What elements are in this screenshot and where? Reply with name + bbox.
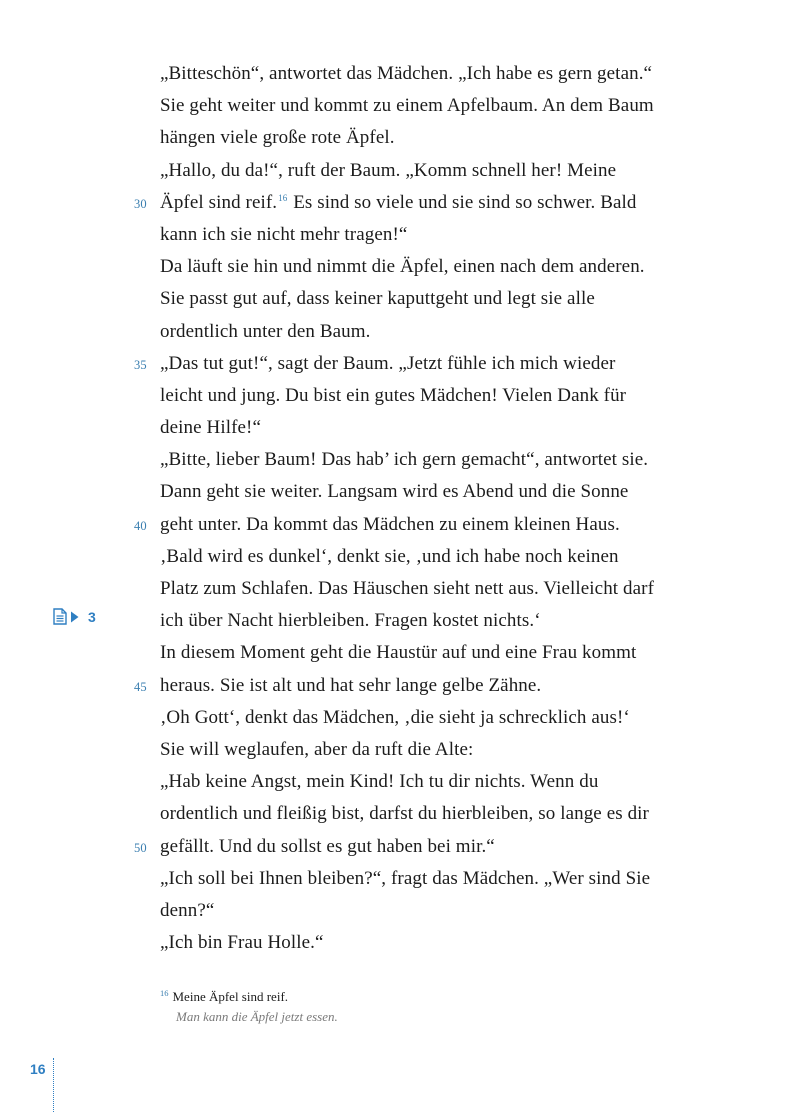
text-line xyxy=(160,702,720,734)
line-text: gefällt. Und du sollst es gut haben bei mir.“ xyxy=(160,835,495,857)
story-text xyxy=(134,58,720,959)
footnote-definition: Man kann die Äpfel jetzt essen. xyxy=(176,1009,338,1024)
line-text: „Ich bin Frau Holle.“ xyxy=(160,932,324,954)
text-line xyxy=(160,798,720,830)
text-line xyxy=(160,155,720,187)
text-line xyxy=(160,90,720,122)
line-text: „Bitteschön“, antwortet das Mädchen. „Ich habe es gern getan.“ xyxy=(160,63,653,84)
line-text: ich über Nacht hierbleiben. Fragen kostet nichts.‘ xyxy=(160,610,541,632)
line-text: heraus. Sie ist alt und hat sehr lange gelbe Zähne. xyxy=(160,674,542,696)
line-text: Sie will weglaufen, aber da ruft die Alte: xyxy=(160,738,474,760)
footnote-term: Meine Äpfel sind reif. xyxy=(172,989,289,1004)
line-number: 35 xyxy=(134,357,147,372)
line-text: Da läuft sie hin und nimmt die Äpfel, einen nach dem anderen. xyxy=(160,256,645,278)
line-text: „Bitte, lieber Baum! Das hab’ ich gern gemacht“, antwortet sie. xyxy=(160,449,649,471)
text-line xyxy=(160,895,720,927)
text-line xyxy=(160,637,720,669)
line-text: „Das tut gut!“, sagt der Baum. „Jetzt fühle ich mich wieder xyxy=(160,352,616,374)
line-text: ‚Oh Gott‘, denkt das Mädchen, ‚die sieht ja schrecklich aus!‘ xyxy=(160,706,630,728)
line-text: geht unter. Da kommt das Mädchen zu einem kleinen Haus. xyxy=(160,513,620,535)
line-text: ‚Bald wird es dunkel‘, denkt sie, ‚und ich habe noch keinen xyxy=(160,545,619,567)
document-icon xyxy=(53,608,67,625)
text-line xyxy=(160,412,720,444)
line-text: Dann geht sie weiter. Langsam wird es Abend und die Sonne xyxy=(160,481,629,503)
footnote-reference[interactable]: 16 xyxy=(278,192,288,203)
line-number: 45 xyxy=(134,679,147,694)
text-line xyxy=(160,573,720,605)
line-text: Äpfel sind reif. xyxy=(160,191,278,213)
line-text: „Hab keine Angst, mein Kind! Ich tu dir nichts. Wenn du xyxy=(160,771,599,793)
line-text: deine Hilfe!“ xyxy=(160,417,261,439)
line-text: kann ich sie nicht mehr tragen!“ xyxy=(160,223,408,245)
line-text: Sie geht weiter und kommt zu einem Apfelbaum. An dem Baum xyxy=(160,95,654,117)
line-text-continued: Es sind so viele und sie sind so schwer. Bald xyxy=(288,191,637,213)
line-text: hängen viele große rote Äpfel. xyxy=(160,127,395,149)
text-line xyxy=(160,476,720,508)
line-text: leicht und jung. Du bist ein gutes Mädchen! Vielen Dank für xyxy=(160,384,627,406)
text-line xyxy=(160,380,720,412)
page-number: 16 xyxy=(30,1061,46,1077)
line-text: Sie passt gut auf, dass keiner kaputtgeht und legt sie alle xyxy=(160,288,595,310)
text-line xyxy=(160,734,720,766)
line-text: Platz zum Schlafen. Das Häuschen sieht nett aus. Vielleicht darf xyxy=(160,578,655,599)
text-line xyxy=(134,670,720,702)
line-text: denn?“ xyxy=(160,899,215,921)
text-line xyxy=(134,831,720,863)
line-text: ordentlich und fleißig bist, darfst du hierbleiben, so lange es dir xyxy=(160,803,649,825)
line-number: 40 xyxy=(134,518,147,533)
text-line xyxy=(160,444,720,476)
text-line xyxy=(160,863,720,895)
text-line xyxy=(160,316,720,348)
line-text: „Hallo, du da!“, ruft der Baum. „Komm schnell her! Meine xyxy=(160,159,617,181)
text-line xyxy=(160,605,720,637)
footnote-number: 16 xyxy=(160,988,169,998)
text-line xyxy=(160,283,720,315)
text-line xyxy=(134,348,720,380)
text-line xyxy=(160,251,720,283)
audio-track-marker[interactable] xyxy=(53,608,96,625)
line-text: „Ich soll bei Ihnen bleiben?“, fragt das Mädchen. „Wer sind Sie xyxy=(160,867,651,889)
text-line xyxy=(134,187,720,219)
text-line xyxy=(160,927,720,959)
text-line xyxy=(160,58,720,90)
line-text: ordentlich unter den Baum. xyxy=(160,320,371,342)
text-line xyxy=(134,509,720,541)
line-text: In diesem Moment geht die Haustür auf und eine Frau kommt xyxy=(160,642,637,664)
audio-track-number: 3 xyxy=(88,608,96,625)
text-line xyxy=(160,122,720,154)
play-icon xyxy=(70,611,79,623)
text-line xyxy=(160,541,720,573)
line-number: 50 xyxy=(134,840,147,855)
text-line xyxy=(160,766,720,798)
footnote xyxy=(160,987,338,1027)
page-margin-rule xyxy=(53,1058,54,1112)
text-line xyxy=(160,219,720,251)
line-number: 30 xyxy=(134,196,147,211)
